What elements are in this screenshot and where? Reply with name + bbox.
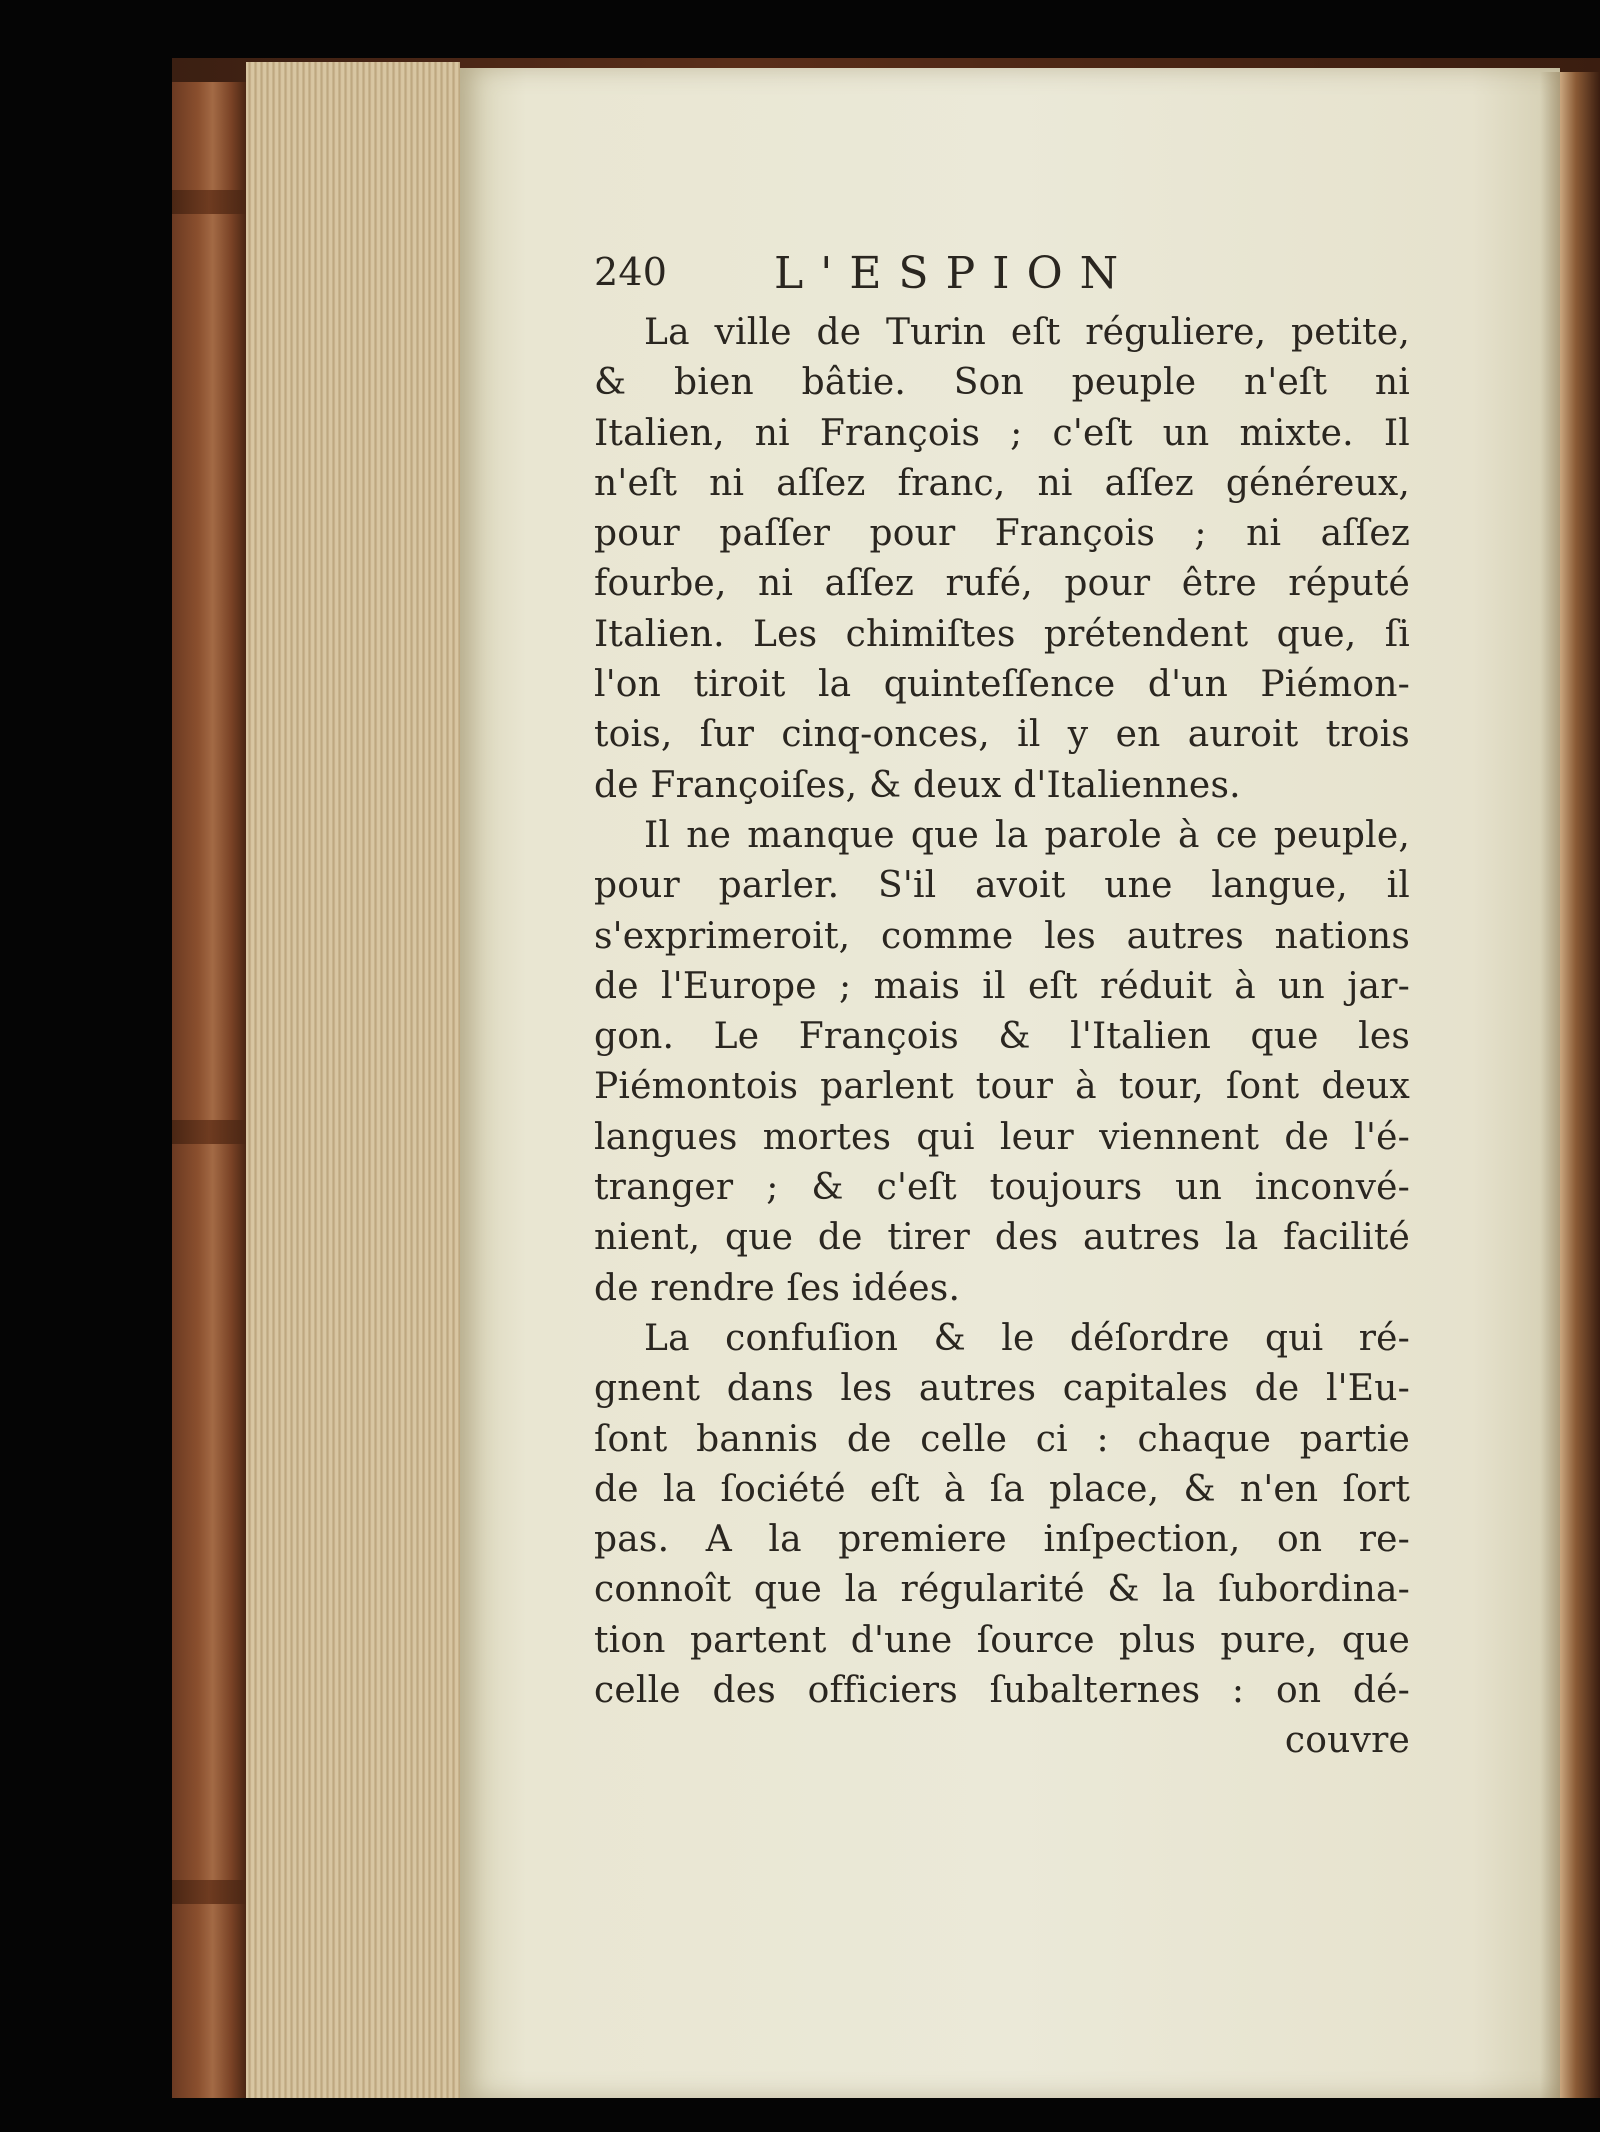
- text-line: pour parler. S'il avoit une langue, il: [594, 865, 1410, 907]
- page-text-block: [594, 248, 1410, 1766]
- text-line: tois, ſur cinq-onces, il y en auroit trois: [594, 714, 1410, 756]
- text-line: & bien bâtie. Son peuple n'eſt ni: [594, 362, 1410, 404]
- text-line: tranger ; & c'eſt toujours un inconvé-: [594, 1167, 1410, 1209]
- text-line: Italien. Les chimiſtes prétendent que, ſi: [594, 613, 1410, 655]
- text-line: fourbe, ni aſſez rufé, pour être réputé: [594, 563, 1410, 605]
- text-line: Italien, ni François ; c'eſt un mixte. Il: [594, 412, 1410, 454]
- text-line: Piémontois parlent tour à tour, ſont deux: [594, 1066, 1410, 1108]
- text-line: celle des officiers ſubalternes : on dé-: [594, 1670, 1410, 1712]
- text-line: l'on tiroit la quinteſſence d'un Piémon-: [594, 664, 1410, 706]
- text-line: connoît que la régularité & la ſubordina-: [594, 1569, 1410, 1611]
- text-line: langues mortes qui leur viennent de l'é-: [594, 1116, 1410, 1158]
- text-line: s'exprimeroit, comme les autres nations: [594, 915, 1410, 957]
- text-line: ſont bannis de celle ci : chaque partie: [594, 1418, 1410, 1460]
- text-line: La confuſion & le déſordre qui ré-: [644, 1317, 1410, 1359]
- page-edges: [246, 62, 460, 2098]
- text-line: pour paſſer pour François ; ni aſſez: [594, 513, 1410, 555]
- text-line: pas. A la premiere inſpection, on re-: [594, 1519, 1410, 1561]
- spine-band: [172, 190, 246, 214]
- text-line: gnent dans les autres capitales de l'Eu-: [594, 1368, 1410, 1410]
- text-line: Il ne manque que la parole à ce peuple,: [644, 814, 1410, 856]
- text-line: n'eſt ni aſſez franc, ni aſſez généreux,: [594, 462, 1410, 504]
- text-line: nient, que de tirer des autres la facilité: [594, 1217, 1410, 1259]
- text-line: de l'Europe ; mais il eſt réduit à un jar-: [594, 965, 1410, 1007]
- text-line: de Françoiſes, & deux d'Italiennes.: [594, 764, 1241, 806]
- page-number: 240: [594, 250, 668, 294]
- text-line: La ville de Turin eſt réguliere, petite,: [644, 312, 1410, 353]
- catchword: couvre: [1284, 1720, 1410, 1762]
- running-title: L'ESPION: [774, 248, 1136, 299]
- spine-band: [172, 1120, 246, 1144]
- text-line: gon. Le François & l'Italien que les: [594, 1016, 1410, 1058]
- running-head: [594, 248, 1410, 304]
- book-spine: [172, 82, 246, 2098]
- page-gutter: [1540, 72, 1560, 2098]
- text-line: de la ſociété eſt à ſa place, & n'en ſort: [594, 1468, 1410, 1510]
- text-line: tion partent d'une ſource plus pure, que: [594, 1619, 1410, 1661]
- text-line: de rendre ſes idées.: [594, 1267, 961, 1309]
- facing-page-edge: [1560, 72, 1600, 2098]
- spine-band: [172, 1880, 246, 1904]
